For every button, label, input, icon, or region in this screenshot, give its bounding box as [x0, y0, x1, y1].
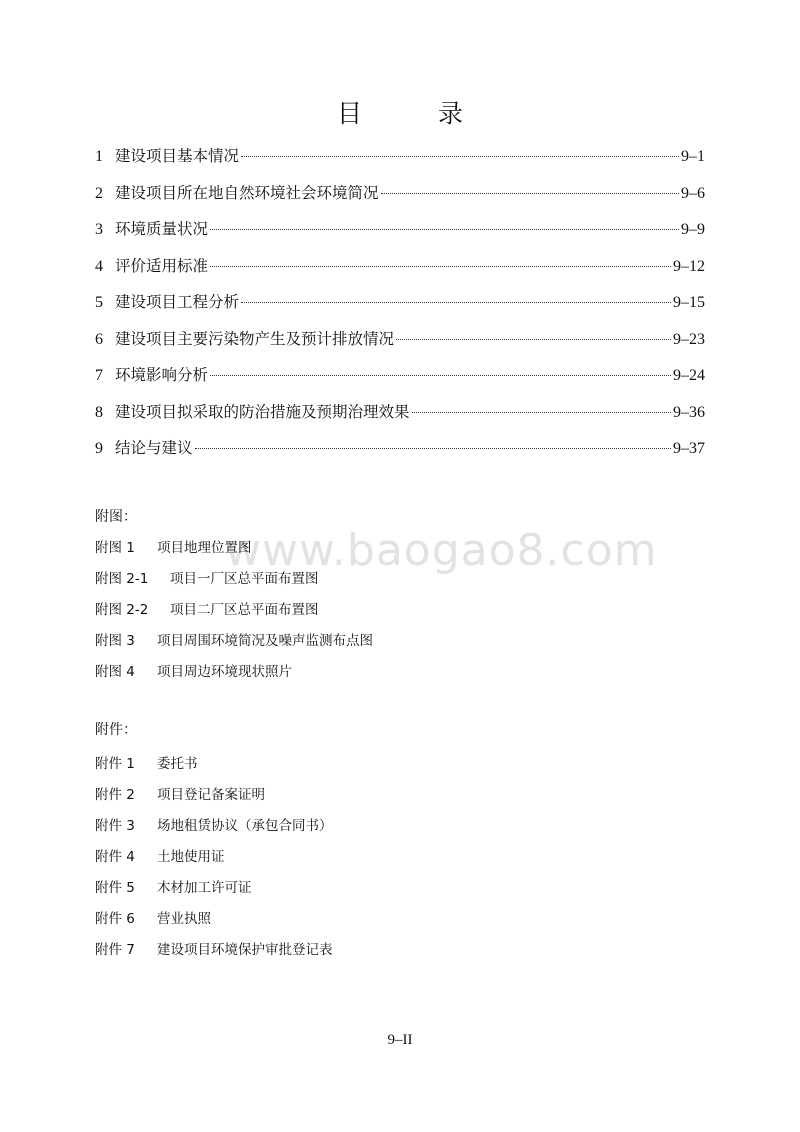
attachment-item: [95, 870, 595, 901]
attachments-heading: 附件：: [95, 722, 137, 738]
figure-item: [95, 623, 595, 654]
attachment-item: [95, 901, 595, 932]
toc-entry-title: 建设项目拟采取的防治措施及预期治理效果: [115, 402, 410, 421]
toc-entry-number: 1: [95, 148, 103, 165]
attachment-item: [95, 746, 595, 777]
attachment-title: 木材加工许可证: [157, 879, 252, 896]
toc-entry-page: 9–6: [681, 184, 705, 202]
watermark: www.baogao8.com: [225, 525, 658, 576]
figure-item: [95, 592, 595, 623]
toc-entry-page: 9–36: [673, 403, 705, 421]
attachment-label: 附件 5: [95, 879, 135, 896]
page-number: 9–II: [387, 1032, 413, 1048]
toc-entry-title: 建设项目主要污染物产生及预计排放情况: [115, 329, 395, 348]
figure-item: [95, 654, 595, 685]
toc-dot-leader: [396, 339, 671, 340]
toc-entry: [95, 254, 705, 291]
figures-list: [95, 530, 595, 685]
toc-entry-page: 9–23: [673, 330, 705, 348]
toc-entry: [95, 181, 705, 218]
toc-entry: [95, 400, 705, 437]
toc-entry-title: 建设项目基本情况: [115, 147, 240, 165]
toc-entry-title: 建设项目所在地自然环境社会环境简况: [115, 183, 379, 202]
toc-entry-page: 9–9: [681, 221, 705, 238]
attachment-label: 附件 3: [95, 817, 135, 834]
toc-entry-number: 3: [95, 221, 103, 238]
attachment-item: [95, 932, 595, 963]
toc-entry-number: 8: [95, 403, 103, 421]
attachments-list: [95, 746, 595, 963]
attachment-title: 土地使用证: [157, 848, 225, 865]
toc-entry-title: 评价适用标准: [115, 256, 209, 275]
toc-dot-leader: [210, 375, 671, 376]
attachment-title: 建设项目环境保护审批登记表: [157, 941, 333, 958]
toc-dot-leader: [241, 302, 671, 303]
figure-title: 项目周围环境简况及噪声监测布点图: [157, 632, 373, 649]
page-title: 目 录: [337, 99, 497, 128]
toc-dot-leader: [210, 229, 679, 230]
attachment-title: 项目登记备案证明: [157, 786, 265, 803]
toc-entry-number: 5: [95, 294, 103, 311]
toc-entry: [95, 327, 705, 364]
attachment-title: 委托书: [157, 755, 198, 772]
figure-label: 附图 3: [95, 632, 135, 649]
toc-entry-number: 2: [95, 184, 103, 202]
toc-entry-number: 9: [95, 440, 103, 457]
toc-entry-page: 9–37: [673, 440, 705, 457]
attachment-item: [95, 808, 595, 839]
toc-entry-page: 9–24: [673, 367, 705, 384]
figures-heading: 附图：: [95, 509, 137, 525]
toc-dot-leader: [412, 412, 671, 413]
attachment-item: [95, 839, 595, 870]
attachment-label: 附件 2: [95, 786, 135, 803]
attachment-label: 附件 7: [95, 941, 135, 958]
toc-entry-number: 4: [95, 257, 103, 275]
attachment-item: [95, 777, 595, 808]
figure-label: 附图 1: [95, 539, 135, 556]
toc-dot-leader: [195, 448, 671, 449]
toc-entry-page: 9–12: [673, 257, 705, 275]
toc-entry-title: 结论与建议: [115, 439, 193, 457]
figure-item: [95, 561, 595, 592]
toc-entry: [95, 436, 705, 473]
toc-entry: [95, 290, 705, 327]
attachment-label: 附件 6: [95, 910, 135, 927]
toc-entry: [95, 363, 705, 400]
attachment-label: 附件 4: [95, 848, 135, 865]
attachment-label: 附件 1: [95, 755, 135, 772]
figure-item: [95, 530, 595, 561]
figure-title: 项目周边环境现状照片: [157, 663, 292, 680]
figure-title: 项目二厂区总平面布置图: [170, 601, 319, 618]
figure-title: 项目一厂区总平面布置图: [170, 570, 319, 587]
toc-dot-leader: [210, 266, 671, 267]
toc-entry: [95, 144, 705, 181]
toc-entry: [95, 217, 705, 254]
figure-label: 附图 2-1: [95, 570, 149, 587]
figure-label: 附图 4: [95, 663, 135, 680]
toc-entry-number: 7: [95, 367, 103, 384]
toc-dot-leader: [241, 156, 679, 157]
figure-label: 附图 2-2: [95, 601, 149, 618]
attachment-title: 营业执照: [157, 910, 211, 927]
table-of-contents: [95, 144, 705, 473]
toc-entry-title: 环境质量状况: [115, 220, 209, 238]
toc-entry-number: 6: [95, 330, 103, 348]
toc-entry-title: 环境影响分析: [115, 366, 209, 384]
toc-entry-page: 9–1: [681, 148, 705, 165]
attachment-title: 场地租赁协议（承包合同书）: [157, 817, 333, 834]
toc-dot-leader: [381, 193, 679, 194]
toc-entry-title: 建设项目工程分析: [115, 293, 240, 311]
toc-entry-page: 9–15: [673, 294, 705, 311]
figure-title: 项目地理位置图: [157, 539, 252, 556]
